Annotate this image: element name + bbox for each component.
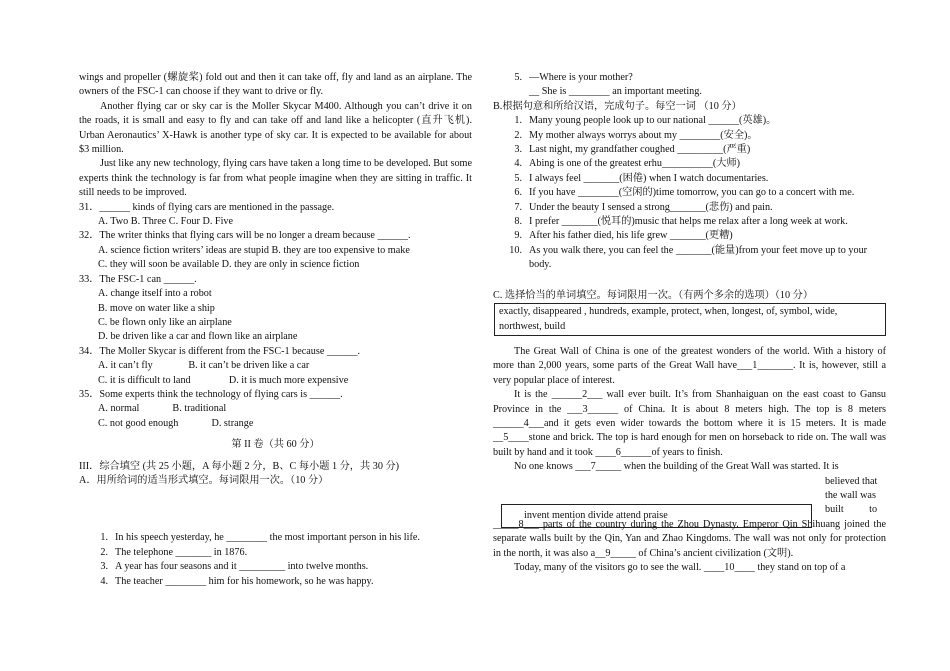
item-number: 9. — [514, 230, 522, 242]
list-item — [493, 129, 886, 143]
item-text: Many young people look up to our national ______(英雄)。 — [529, 115, 777, 127]
cloze-paragraph-3-line-1: No one knows ___7_____ when the building of the Great Wall was started. It is — [514, 461, 839, 473]
item-text: I prefer _______(悦耳的)music that helps me relax after a long week at work. — [529, 216, 848, 228]
list-item — [493, 215, 886, 229]
section-a-list — [79, 531, 472, 589]
list-item — [493, 229, 886, 243]
cloze-paragraph-3-wrap-3: built to — [825, 504, 878, 516]
question-33-option-c: C. be flown only like an airplane — [98, 316, 232, 328]
question-31: 31．______ kinds of flying cars are mentioned in the passage. — [79, 201, 335, 213]
list-item — [493, 244, 886, 273]
list-item — [493, 157, 886, 171]
cloze-paragraph-3-wrap-2: the wall was — [825, 489, 876, 501]
list-item — [493, 172, 886, 186]
list-item-continued — [493, 85, 886, 99]
item-text: My mother always worrys about my ________(安全)。 — [529, 129, 758, 141]
section-a-list-continued — [493, 71, 886, 100]
item-number: 3. — [514, 144, 522, 156]
list-item — [493, 114, 886, 128]
item-number: 5. — [514, 172, 522, 184]
question-32-options-cd: C. they will soon be available D. they are only in science fiction — [98, 259, 360, 271]
item-number: 5. — [514, 72, 522, 83]
list-item — [493, 201, 886, 215]
item-number: 1. — [100, 532, 108, 544]
section-b-heading: B.根据句意和所给汉语，完成句子。每空一词 （10 分） — [493, 100, 742, 112]
question-34-options-ab: A. it can’t fly B. it can’t be driven like a car — [98, 360, 310, 372]
item-number: 4. — [100, 575, 108, 587]
question-33-option-a: A. change itself into a robot — [98, 288, 212, 300]
extra-word-box: invent mention divide attend praise — [501, 504, 812, 528]
question-34: 34．The Moller Skycar is different from the FSC-1 because ______. — [79, 345, 361, 357]
question-33: 33．The FSC-1 can ______. — [79, 273, 197, 285]
question-31-options: A. Two B. Three C. Four D. Five — [98, 216, 234, 228]
item-text: Under the beauty I sensed a strong_______(悲伤) and pain. — [529, 201, 773, 213]
item-text: After his father died, his life grew _______(更糟) — [529, 230, 733, 242]
question-35-options-ab: A. normal B. traditional — [98, 403, 227, 415]
item-text: The telephone _______ in 1876. — [115, 546, 248, 558]
question-35: 35．Some experts think the technology of flying cars is ______. — [79, 388, 343, 400]
item-text: Abing is one of the greatest erhu__________(大师) — [529, 158, 741, 170]
cloze-paragraph-2: It is the ______2___ wall ever built. It’s from Shanhaiguan on the east coast to Gansu Province in the ___3______ of China. It is about 8 meters high. The top is 8 meters ______4___and it gets even wider towards the bottom where it is 15 meters. It is made __5____stone and brick. The top is hard enough for men on horseback to ride on. The wall was built by hand and it took ____6______of years to finish. — [493, 389, 886, 458]
item-number: 10. — [509, 244, 522, 256]
item-number: 2. — [100, 546, 108, 558]
item-number: 7. — [514, 201, 522, 213]
item-number: 1. — [514, 115, 522, 127]
item-text: If you have ________(空闲的)time tomorrow, you can go to a concert with me. — [529, 187, 855, 199]
right-column — [493, 0, 886, 575]
item-number: 4. — [514, 158, 522, 170]
section-c-heading: C. 选择恰当的单词填空。每词限用一次。（有两个多余的选项）（10 分） — [493, 289, 814, 301]
item-text: I always feel _______(困倦) when I watch documentaries. — [529, 172, 769, 184]
part-two-title: 第 II 卷（共 60 分） — [231, 439, 320, 451]
item-number: 3. — [100, 561, 108, 573]
word-bank-box: exactly, disappeared , hundreds, example, protect, when, longest, of, symbol, wide, northwest, build — [494, 303, 886, 336]
item-text: A year has four seasons and it _________ into twelve months. — [115, 561, 369, 573]
list-item — [79, 575, 472, 589]
section-a-heading: A．用所给词的适当形式填空。每词限用一次。（10 分） — [79, 474, 329, 486]
item-text: Last night, my grandfather coughed _________(严重) — [529, 144, 751, 156]
passage-paragraph-1: wings and propeller (螺旋桨) fold out and then it can take off, fly and land as an airplane. The owners of the FSC-1 can choose if they want to drive or fly. — [79, 72, 472, 98]
question-34-options-cd: C. it is difficult to land D. it is much more expensive — [98, 374, 349, 386]
item-text: As you walk there, you can feel the _______(能量)from your feet move up to your body. — [529, 244, 868, 271]
item-text: In his speech yesterday, he ________ the most important person in his life. — [115, 532, 420, 544]
section-three-heading: III．综合填空 (共 25 小题，A 每小题 2 分，B、C 每小题 1 分，共 30 分) — [79, 460, 400, 472]
list-item — [79, 560, 472, 574]
item-text: —Where is your mother? — [529, 72, 633, 83]
cloze-paragraph-3-wrap-1: believed that — [825, 475, 878, 487]
left-column — [79, 0, 472, 589]
question-32-options-ab: A. science fiction writers’ ideas are stupid B. they are too expensive to make — [98, 244, 410, 256]
passage-paragraph-2: Another flying car or sky car is the Moller Skycar M400. Although you can’t drive it on the roads, it is small and easy to fly and can take off and land like a helicopter (直升飞机). Urban Aeronautics’ X-Hawk is another type of sky car. It is expected to be available for about $3 million. — [79, 100, 472, 156]
question-35-options-cd: C. not good enough D. strange — [98, 417, 254, 429]
list-item — [79, 531, 472, 545]
question-33-option-b: B. move on water like a ship — [98, 302, 215, 314]
list-item — [79, 546, 472, 560]
question-32: 32．The writer thinks that flying cars will be no longer a dream because ______. — [79, 230, 411, 242]
item-number: 8. — [514, 216, 522, 228]
cloze-paragraph-1: The Great Wall of China is one of the greatest wonders of the world. With a history of more than 2,000 years, some parts of the Great Wall have___1_______. It is, however, still a very popular place of interest. — [493, 345, 886, 386]
list-item — [493, 143, 886, 157]
section-b-list — [493, 114, 886, 272]
cloze-paragraph-4: Today, many of the visitors go to see the wall. ____10____ they stand on top of a — [514, 562, 846, 573]
list-item — [493, 71, 886, 85]
cloze-paragraph-3-rest: _____8___ parts of the country during the Zhou Dynasty. Emperor Qin Shihuang joined the separate walls built by the Qin, Yan and Zhao Kingdoms. The wall was not only for protection in the north, it was also a__9_____ of China’s ancient civilization (文明). — [493, 518, 886, 559]
item-text: __ She is ________ an important meeting. — [529, 86, 702, 98]
item-number: 6. — [514, 187, 522, 199]
list-item — [493, 186, 886, 200]
question-33-option-d: D. be driven like a car and flown like an airplane — [98, 331, 298, 343]
item-text: The teacher ________ him for his homework, so he was happy. — [115, 575, 374, 587]
item-number: 2. — [514, 129, 522, 141]
passage-paragraph-3: Just like any new technology, flying cars have taken a long time to be developed. But some experts think the technology is far from what people imagine when they are sitting in traffic. It still needs to be improved. — [79, 158, 472, 199]
